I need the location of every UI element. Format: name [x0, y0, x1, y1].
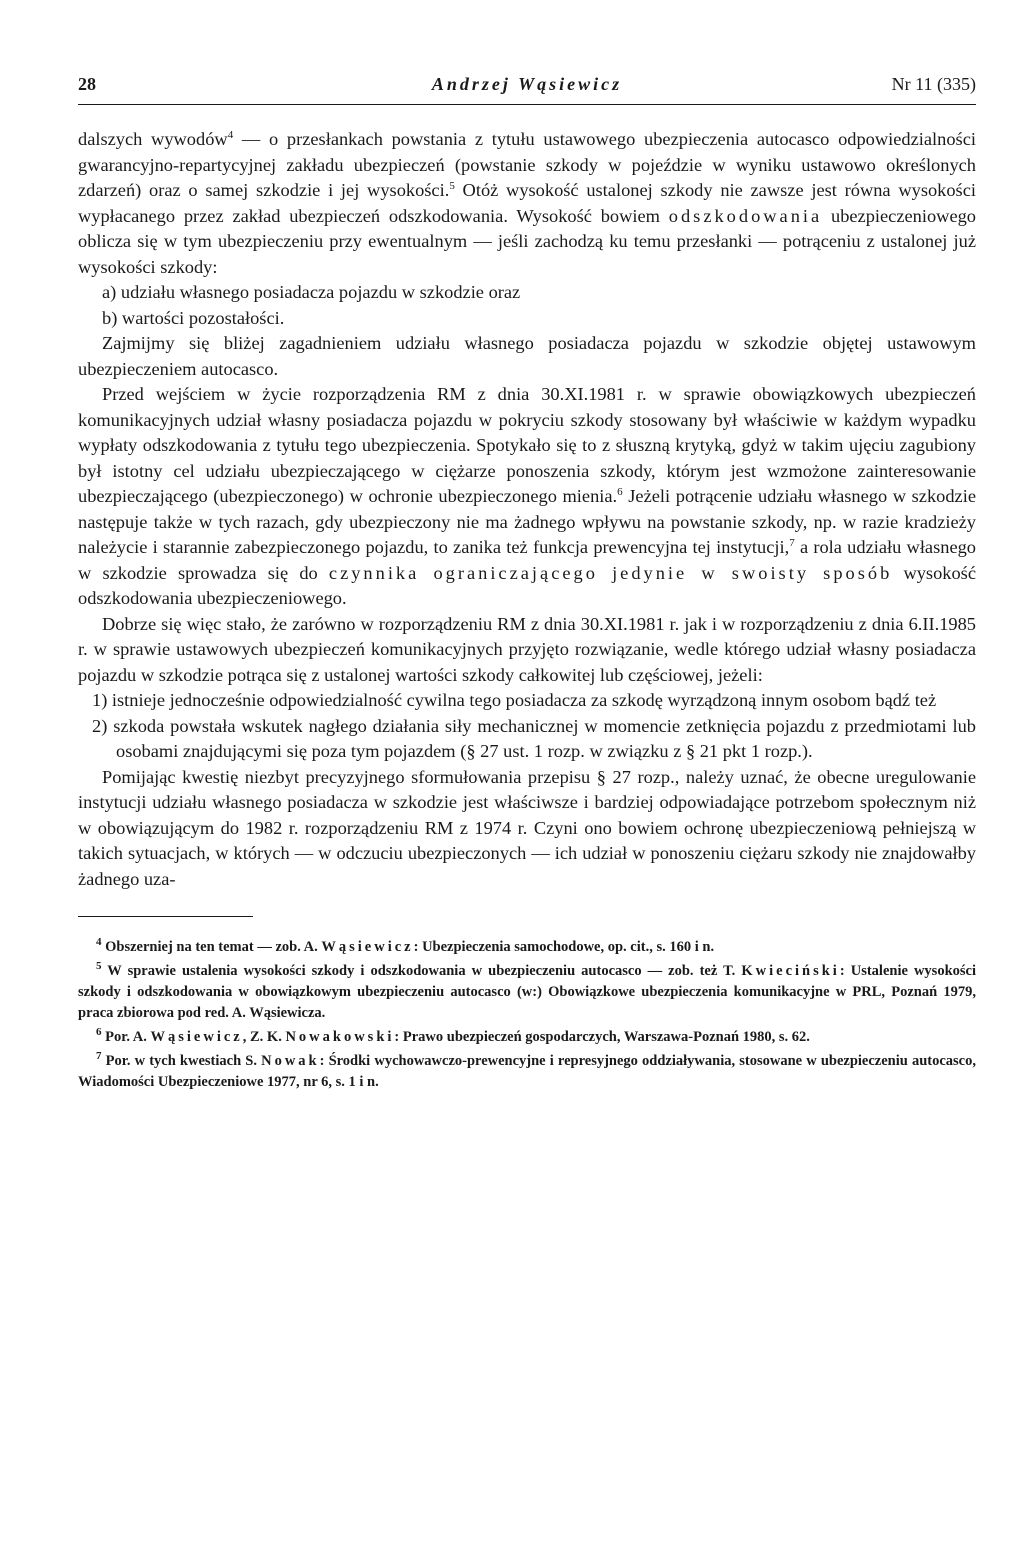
- footnote: $^4$ Obszerniej na ten temat — zob. A. Wąsiewicz: Ubezpieczenia samochodowe, op. cit., s. 160 i n.: [96, 936, 715, 955]
- paragraph: Zajmijmy się bliżej zagadnieniem udziału własnego posiadacza pojazdu w szkodzie objętej ustawowym ubezpieczeniem autocasco.: [78, 333, 976, 379]
- paragraph: Przed wejściem w życie rozporządzenia RM z dnia 30.XI.1981 r. w sprawie obowiązkowych ubezpieczeń komunikacyjnych udział własny posiadacza pojazdu w pokryciu szkody stosowany był właściwie w każdym wypadku wypłaty odszkodowania z tytułu tego ubezpieczenia. Spotykało się to z słuszną krytyką, gdyż w takim ujęciu zagubiony był istotny cel udziału ubezpieczającego w ciężarze ponoszenia szkody, którym jest wzmożone zainteresowanie ubezpieczającego (ubezpieczonego) w ochronie ubezpieczonego mienia.$^6$ Jeżeli potrącenie udziału własnego w szkodzie następuje także w tych razach, gdy ubezpieczony nie ma żadnego wpływu na powstanie szkody, np. w razie kradzieży należycie i starannie zabezpieczonego pojazdu, to zanika też funkcja prewencyjna tej instytucji,$^7$ a rola udziału własnego w szkodzie sprowadza się do czynnika ograniczającego jedynie w swoisty sposób wysokość odszkodowania ubezpieczeniowego.: [78, 384, 977, 608]
- footnote-rule: [78, 916, 253, 917]
- footnote: $^6$ Por. A. Wąsiewicz, Z. K. Nowakowski: Prawo ubezpieczeń gospodarczych, Warszawa-Poznań 1980, s. 62.: [96, 1026, 810, 1045]
- footnote: $^7$ Por. w tych kwestiach S. Nowak: Środki wychowawczo-prewencyjne i represyjnego oddziaływania, stosowane w ubezpieczeniu autocasco, Wiadomości Ubezpieczeniowe 1977, nr 6, s. 1 i n.: [78, 1050, 976, 1090]
- running-header: [78, 70, 976, 104]
- running-author: Andrzej Wąsiewicz: [431, 74, 623, 94]
- paragraph: Pomijając kwestię niezbyt precyzyjnego sformułowania przepisu § 27 rozp., należy uznać, że obecne uregulowanie instytucji udziału własnego posiadacza w szkodzie jest właściwsze i bardziej odpowiadające potrzebom społecznym niż w obowiązującym do 1982 r. rozporządzeniu RM z 1974 r. Czyni ono bowiem ochronę ubezpieczeniową pełniejszą w takich sytuacjach, w których — w odczuciu ubezpieczonych — ich udział w ponoszeniu ciężaru szkody nie znajdowałby żadnego uza-: [78, 766, 976, 889]
- page: [78, 70, 976, 1096]
- footnote: $^5$ W sprawie ustalenia wysokości szkody i odszkodowania w ubezpieczeniu autocasco — zob. też T. Kwieciński: Ustalenie wysokości szkody i odszkodowania w obowiązkowym ubezpieczeniu autocasco (w:) Obowiązkowe ubezpieczenia komunikacyjne w PRL, Poznań 1979, praca zbiorowa pod red. A. Wąsiewicza.: [78, 960, 976, 1021]
- paragraph: Dobrze się więc stało, że zarówno w rozporządzeniu RM z dnia 30.XI.1981 r. jak i w rozporządzeniu z dnia 6.II.1985 r. w sprawie ustawowych ubezpieczeń komunikacyjnych przyjęto rozwiązanie, wedle którego udział własny posiadacza pojazdu w szkodzie potrąca się z ustalonej wartości szkody całkowitej lub częściowej, jeżeli:: [78, 613, 976, 685]
- paragraph: a) udziału własnego posiadacza pojazdu w szkodzie oraz: [102, 282, 521, 302]
- article-body: [78, 127, 976, 892]
- paragraph: 1) istnieje jednocześnie odpowiedzialność cywilna tego posiadacza za szkodę wyrządzoną innym osobom bądź też: [92, 690, 937, 710]
- paragraph: 2) szkoda powstała wskutek nagłego działania siły mechanicznej w momencie zetknięcia pojazdu z przedmiotami lub osobami znajdującymi się poza tym pojazdem (§ 27 ust. 1 rozp. w związku z § 21 pkt 1 rozp.).: [92, 715, 976, 761]
- paragraph: b) wartości pozostałości.: [102, 307, 285, 328]
- page-number: 28: [78, 74, 96, 94]
- issue-number: Nr 11 (335): [891, 74, 976, 94]
- header-rule: [78, 104, 976, 105]
- paragraph: dalszych wywodów$^4$ — o przesłankach powstania z tytułu ustawowego ubezpieczenia autocasco odpowiedzialności gwarancyjno-repartycyjnej zakładu ubezpieczeń (powstanie szkody w pojeździe w wyniku ustawowo określonych zdarzeń) oraz o samej szkodzie i jej wysokości.$^5$ Otóż wysokość ustalonej szkody nie zawsze jest równa wysokości wypłacanego przez zakład ubezpieczeń odszkodowania. Wysokość bowiem odszkodowania ubezpieczeniowego oblicza się w tym ubezpieczeniu przy ewentualnym — jeśli zachodzą ku temu przesłanki — potrąceniu z ustalonej już wysokości szkody:: [78, 128, 977, 277]
- footnotes: [78, 937, 976, 1093]
